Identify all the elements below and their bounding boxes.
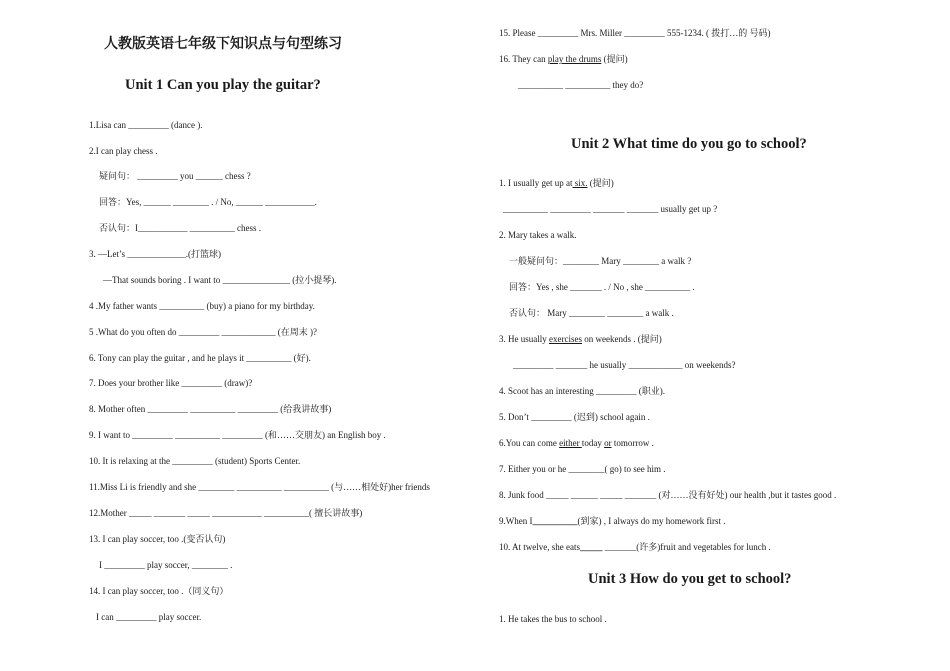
u2-question-2: 2. Mary takes a walk.	[499, 230, 577, 240]
answer-line: __________ _________ _______ _______ usually get up ?	[503, 204, 718, 214]
list-item: 14. I can play soccer, too .（同义句）	[89, 586, 229, 596]
u2-question-3	[499, 334, 662, 345]
underlined-text: six.	[572, 178, 588, 188]
list-item: I can _________ play soccer.	[96, 612, 202, 622]
question-16	[499, 54, 628, 65]
list-item: 10. It is relaxing at the _________ (student) Sports Center.	[89, 456, 301, 466]
underlined-text: either	[559, 438, 582, 448]
answer-line: __________ __________ they do?	[518, 80, 644, 90]
u2-question-7: 7. Either you or he ________( go) to see him .	[499, 464, 666, 474]
blank: _____	[579, 542, 603, 552]
underlined-text: exercises	[549, 334, 582, 344]
question-text: on weekends . (提问)	[581, 334, 662, 344]
document-title: 人教版英语七年级下知识点与句型练习	[104, 37, 342, 52]
underlined-text: or	[604, 438, 612, 448]
u3-question-1: 1. He takes the bus to school .	[499, 614, 607, 624]
unit3-heading: Unit 3 How do you get to school?	[588, 571, 792, 587]
question-text: today	[581, 438, 605, 448]
list-item: 11.Miss Li is friendly and she ________ __________ __________ (与……相处好)her friends	[89, 482, 430, 492]
question-text: (提问)	[601, 54, 628, 64]
u2-question-1	[499, 178, 614, 189]
list-item: 9. I want to _________ __________ _________ (和……交朋友) an English boy .	[89, 430, 386, 440]
list-item: 13. I can play soccer, too .(变否认句)	[89, 534, 226, 544]
blank: __________	[532, 516, 578, 526]
question-text: 3. He usually	[499, 334, 549, 344]
underlined-text: play the drums	[547, 54, 602, 64]
unit2-heading: Unit 2 What time do you go to school?	[571, 136, 807, 152]
answer-line: _________ _______ he usually ____________ on weekends?	[513, 360, 736, 370]
list-item: 3. —Let’s _____________.(打篮球)	[89, 249, 221, 259]
list-item: 疑问句： _________ you ______ chess ?	[99, 171, 251, 181]
u2-question-5: 5. Don’t _________ (迟到) school again .	[499, 412, 650, 422]
u2-question-4: 4. Scoot has an interesting _________ (职业).	[499, 386, 665, 396]
list-item: I _________ play soccer, ________ .	[99, 560, 233, 570]
list-item: 7. Does your brother like _________ (draw)?	[89, 378, 253, 388]
list-item: 12.Mother _____ _______ _____ ___________ __________( 擅长讲故事)	[89, 508, 363, 518]
question-text: (到家) , I always do my homework first .	[577, 516, 726, 526]
question-text: (提问)	[587, 178, 614, 188]
question-text: 9.When I	[499, 516, 533, 526]
list-item: 否认句： Mary ________ ________ a walk .	[509, 308, 674, 318]
list-item: 2.I can play chess .	[89, 146, 158, 156]
question-text: 10. At twelve, she eats	[499, 542, 580, 552]
question-text: 6.You can come	[499, 438, 560, 448]
list-item: —That sounds boring . I want to _______________ (拉小提琴).	[103, 275, 337, 285]
list-item: 4 .My father wants __________ (buy) a piano for my birthday.	[89, 301, 315, 311]
list-item: 1.Lisa can _________ (dance ).	[89, 120, 203, 130]
question-text: tomorrow .	[611, 438, 654, 448]
list-item: 回答：Yes , she _______ . / No , she __________ .	[509, 282, 695, 292]
u2-question-9	[499, 516, 725, 527]
question-text: 1. I usually get up at	[499, 178, 573, 188]
u2-question-8: 8. Junk food _____ ______ _____ _______ (对……没有好处) our health ,but it tastes good .	[499, 490, 837, 500]
question-15: 15. Please _________ Mrs. Miller _________ 555-1234. ( 拨打…的 号码)	[499, 28, 771, 38]
list-item: 6. Tony can play the guitar , and he plays it __________ (好).	[89, 353, 311, 363]
question-text: 16. They can	[499, 54, 548, 64]
unit1-heading: Unit 1 Can you play the guitar?	[125, 77, 321, 93]
question-text: _______(许多)fruit and vegetables for lunch .	[602, 542, 771, 552]
list-item: 5 .What do you often do _________ ____________ (在周末 )?	[89, 327, 317, 337]
u2-question-10	[499, 542, 771, 553]
list-item: 一般疑问句：________ Mary ________ a walk ?	[509, 256, 692, 266]
list-item: 8. Mother often _________ __________ _________ (给我讲故事)	[89, 404, 332, 414]
u2-question-6	[499, 438, 654, 449]
list-item: 回答：Yes, ______ ________ . / No, ______ ___________.	[99, 197, 317, 207]
list-item: 否认句：I___________ __________ chess .	[99, 223, 261, 233]
